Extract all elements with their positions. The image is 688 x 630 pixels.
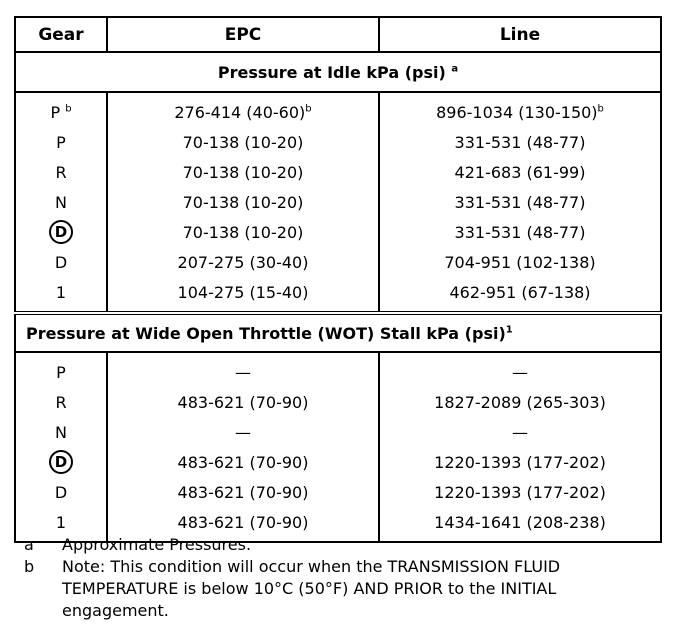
table-row xyxy=(15,187,661,217)
line-value: 1220-1393 (177-202) xyxy=(434,452,606,472)
table-row xyxy=(15,217,661,247)
epc-value: 104-275 (15-40) xyxy=(177,282,309,302)
line-value: 1827-2089 (265-303) xyxy=(434,392,606,412)
epc-cell xyxy=(107,217,379,247)
epc-value: 483-621 (70-90) xyxy=(177,512,309,532)
epc-cell xyxy=(107,187,379,217)
gear-cell xyxy=(15,447,107,477)
gear-label: D xyxy=(54,252,68,272)
line-value: 331-531 (48-77) xyxy=(454,222,586,242)
table-row xyxy=(15,92,661,127)
gear-header: Gear xyxy=(15,17,107,52)
line-cell xyxy=(379,447,661,477)
table-row xyxy=(15,387,661,417)
epc-value: — xyxy=(235,422,251,442)
footnote-label: a xyxy=(24,535,34,554)
gear-cell xyxy=(15,92,107,127)
wot-section-header xyxy=(15,313,661,352)
line-value: — xyxy=(512,362,528,382)
table-row xyxy=(15,247,661,277)
gear-label: R xyxy=(55,392,67,412)
gear-label: P xyxy=(56,132,66,152)
epc-cell xyxy=(107,447,379,477)
epc-value: 70-138 (10-20) xyxy=(182,132,304,152)
epc-value: 483-621 (70-90) xyxy=(177,482,309,502)
gear-cell xyxy=(15,477,107,507)
line-cell xyxy=(379,157,661,187)
line-cell xyxy=(379,217,661,247)
gear-cell xyxy=(15,127,107,157)
gear-label: N xyxy=(55,192,67,212)
wot-section xyxy=(15,313,661,542)
footnotes xyxy=(24,534,662,622)
line-cell xyxy=(379,477,661,507)
gear-cell xyxy=(15,247,107,277)
line-cell xyxy=(379,92,661,127)
gear-cell xyxy=(15,187,107,217)
line-cell xyxy=(379,187,661,217)
line-cell xyxy=(379,247,661,277)
epc-value: 483-621 (70-90) xyxy=(177,452,309,472)
epc-cell xyxy=(107,477,379,507)
epc-value: — xyxy=(235,362,251,382)
footnote-a xyxy=(24,534,662,556)
table-row xyxy=(15,447,661,477)
line-cell xyxy=(379,417,661,447)
epc-cell xyxy=(107,247,379,277)
gear-label: P xyxy=(56,362,66,382)
idle-section-header xyxy=(15,52,661,92)
footnote-marker: b xyxy=(65,103,72,115)
epc-value: 70-138 (10-20) xyxy=(182,222,304,242)
epc-value: 483-621 (70-90) xyxy=(177,392,309,412)
gear-cell xyxy=(15,417,107,447)
wot-section-title: Pressure at Wide Open Throttle (WOT) Stall kPa (psi) xyxy=(26,323,506,343)
header-row xyxy=(15,17,661,52)
table-row xyxy=(15,352,661,387)
gear-label: 1 xyxy=(55,512,67,532)
line-value: 421-683 (61-99) xyxy=(454,162,586,182)
footnote-b xyxy=(24,556,662,622)
epc-cell xyxy=(107,277,379,313)
gear-cell xyxy=(15,217,107,247)
table-row xyxy=(15,157,661,187)
idle-section xyxy=(15,52,661,313)
gear-label: P xyxy=(50,102,61,122)
gear-cell xyxy=(15,387,107,417)
footnote-marker: b xyxy=(597,103,604,115)
gear-label: N xyxy=(55,422,67,442)
footnote-marker: b xyxy=(305,103,312,115)
line-value: 704-951 (102-138) xyxy=(444,252,596,272)
epc-value: 276-414 (40-60) xyxy=(174,102,306,122)
line-cell xyxy=(379,127,661,157)
table-row xyxy=(15,277,661,313)
epc-value: 70-138 (10-20) xyxy=(182,162,304,182)
line-header: Line xyxy=(379,17,661,52)
epc-value: 207-275 (30-40) xyxy=(177,252,309,272)
epc-cell xyxy=(107,352,379,387)
table-row xyxy=(15,417,661,447)
line-cell xyxy=(379,277,661,313)
gear-label: 1 xyxy=(55,282,67,302)
epc-cell xyxy=(107,417,379,447)
line-value: — xyxy=(512,422,528,442)
table-row xyxy=(15,127,661,157)
circled-gear-symbol: D xyxy=(49,450,73,474)
gear-label: D xyxy=(54,482,68,502)
idle-section-title: Pressure at Idle kPa (psi) xyxy=(217,62,446,82)
epc-cell xyxy=(107,387,379,417)
line-value: 462-951 (67-138) xyxy=(449,282,591,302)
table-row xyxy=(15,477,661,507)
epc-cell xyxy=(107,92,379,127)
line-value: 331-531 (48-77) xyxy=(454,132,586,152)
line-cell xyxy=(379,352,661,387)
circled-gear-symbol: D xyxy=(49,220,73,244)
gear-cell xyxy=(15,352,107,387)
epc-value: 70-138 (10-20) xyxy=(182,192,304,212)
gear-cell xyxy=(15,277,107,313)
line-value: 1220-1393 (177-202) xyxy=(434,482,606,502)
gear-cell xyxy=(15,157,107,187)
line-value: 896-1034 (130-150) xyxy=(436,102,598,122)
epc-header: EPC xyxy=(107,17,379,52)
epc-cell xyxy=(107,157,379,187)
line-cell xyxy=(379,387,661,417)
footnote-label: b xyxy=(24,557,35,576)
footnote-text: Approximate Pressures. xyxy=(62,535,252,554)
footnote-text: Note: This condition will occur when the TRANSMISSION FLUID TEMPERATURE is below 10°C (50°F) AND PRIOR to the INITIAL engagement. xyxy=(62,557,561,620)
line-value: 331-531 (48-77) xyxy=(454,192,586,212)
pressure-table xyxy=(14,16,662,543)
epc-cell xyxy=(107,127,379,157)
line-value: 1434-1641 (208-238) xyxy=(434,512,606,532)
wot-section-title-footnote: 1 xyxy=(505,324,513,336)
gear-label: R xyxy=(55,162,67,182)
idle-section-title-footnote: a xyxy=(451,63,459,75)
